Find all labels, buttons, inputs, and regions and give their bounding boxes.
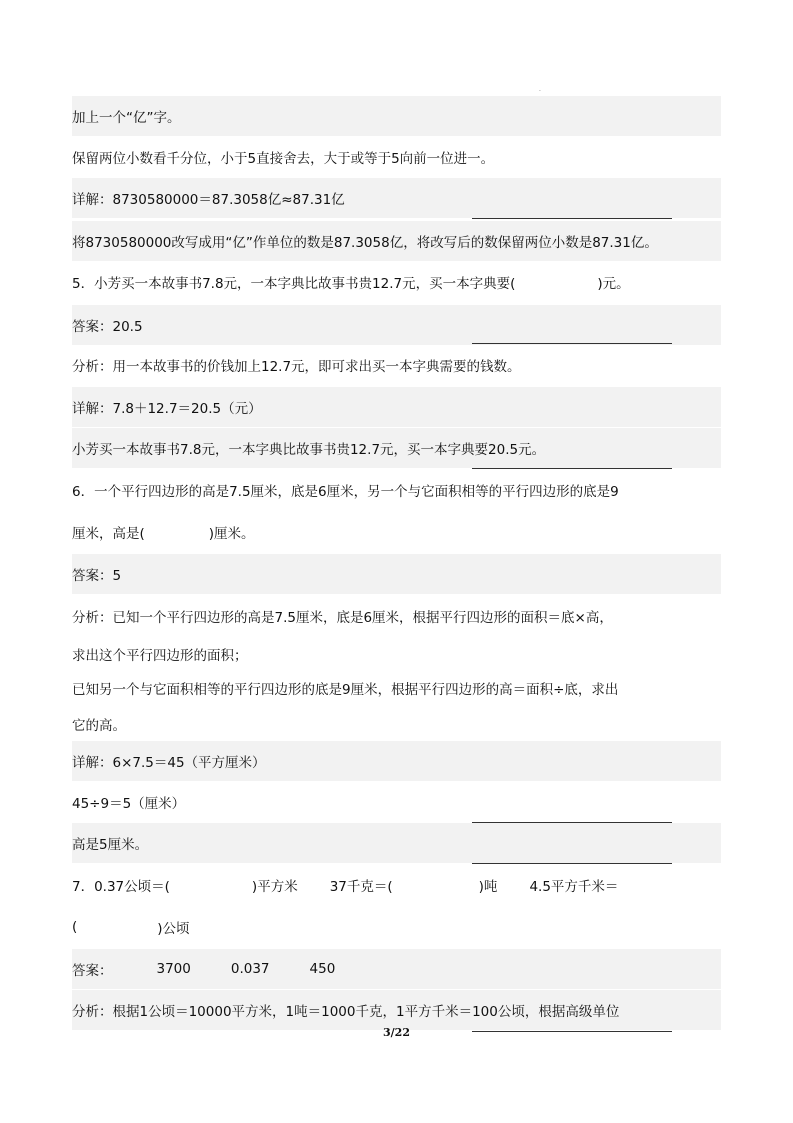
question-text: )元。	[597, 276, 630, 292]
line-text: 加上一个“亿”字。	[72, 110, 181, 126]
analysis-text: 分析：已知一个平行四边形的高是7.5厘米，底是6厘米，根据平行四边形的面积＝底×高，	[72, 610, 613, 626]
summary-line	[72, 823, 721, 863]
analysis-line	[72, 990, 721, 1030]
answer-value: 0.037	[230, 961, 270, 977]
question-text: (	[72, 919, 78, 935]
line-text: 将8730580000改写成用“亿”作单位的数是87.3058亿，将改写后的数保留两位小数是87.31亿。	[72, 235, 658, 251]
question-6	[72, 470, 721, 510]
answer-value: 450	[309, 961, 336, 977]
analysis-text: 分析：根据1公顷＝10000平方米，1吨＝1000千克，1平方千米＝100公顷，根据高级单位	[72, 1004, 620, 1020]
question-text: 5．小芳买一本故事书7.8元，一本字典比故事书贵12.7元，买一本字典要(	[72, 276, 516, 292]
page-mark-dot: .	[539, 86, 541, 93]
text-line	[72, 96, 721, 136]
explanation-text: 45÷9＝5（厘米）	[72, 796, 186, 812]
explanation-line	[72, 178, 721, 218]
page-number: 3/22	[383, 1026, 410, 1039]
text-line	[72, 137, 721, 177]
explanation-text: 详解：7.8＋12.7＝20.5（元）	[72, 401, 262, 417]
question-text: 37千克＝(	[329, 879, 393, 895]
divider-line	[472, 343, 672, 344]
analysis-text: 求出这个平行四边形的面积；	[72, 648, 248, 664]
divider-line	[472, 468, 672, 469]
explanation-line	[72, 741, 721, 781]
question-text: )吨	[478, 879, 498, 895]
explanation-text: 详解：6×7.5＝45（平方厘米）	[72, 755, 266, 771]
answer-label: 答案：	[72, 963, 113, 979]
analysis-text: 它的高。	[72, 718, 126, 734]
question-text: 6．一个平行四边形的高是7.5厘米，底是6厘米，另一个与它面积相等的平行四边形的底是9	[72, 484, 619, 500]
question-text: )公顷	[157, 921, 190, 937]
answer-text: 答案：20.5	[72, 319, 143, 335]
question-text: 厘米，高是(	[72, 526, 145, 542]
analysis-line	[72, 596, 721, 636]
explanation-line	[72, 782, 721, 822]
question-6-continued	[72, 512, 721, 552]
answer-value: 3700	[156, 961, 191, 977]
question-7	[72, 865, 721, 905]
line-text: 保留两位小数看千分位，小于5直接舍去，大于或等于5向前一位进一。	[72, 151, 495, 167]
analysis-line	[72, 668, 721, 708]
question-text: 7．0.37公顷＝(	[72, 879, 170, 895]
question-text: )厘米。	[208, 526, 255, 542]
analysis-line	[72, 345, 721, 385]
analysis-line	[72, 704, 721, 744]
answer-line	[72, 305, 721, 345]
answer-text: 答案：5	[72, 568, 122, 584]
text-line	[72, 221, 721, 261]
summary-text: 高是5厘米。	[72, 837, 149, 853]
explanation-line	[72, 387, 721, 427]
question-text: 4.5平方千米＝	[529, 879, 619, 895]
analysis-text: 已知另一个与它面积相等的平行四边形的底是9厘米，根据平行四边形的高＝面积÷底，求出	[72, 682, 619, 698]
divider-line	[472, 863, 672, 864]
divider-line	[472, 218, 672, 219]
question-5	[72, 262, 721, 302]
answer-line	[72, 554, 721, 594]
question-text: )平方米	[251, 879, 298, 895]
line-text: 详解：8730580000＝87.3058亿≈87.31亿	[72, 192, 345, 208]
analysis-text: 分析：用一本故事书的价钱加上12.7元，即可求出买一本字典需要的钱数。	[72, 359, 521, 375]
summary-line	[72, 428, 721, 468]
question-7-continued	[72, 907, 721, 947]
summary-text: 小芳买一本故事书7.8元，一本字典比故事书贵12.7元，买一本字典要20.5元。	[72, 442, 546, 458]
answer-line	[72, 949, 721, 989]
